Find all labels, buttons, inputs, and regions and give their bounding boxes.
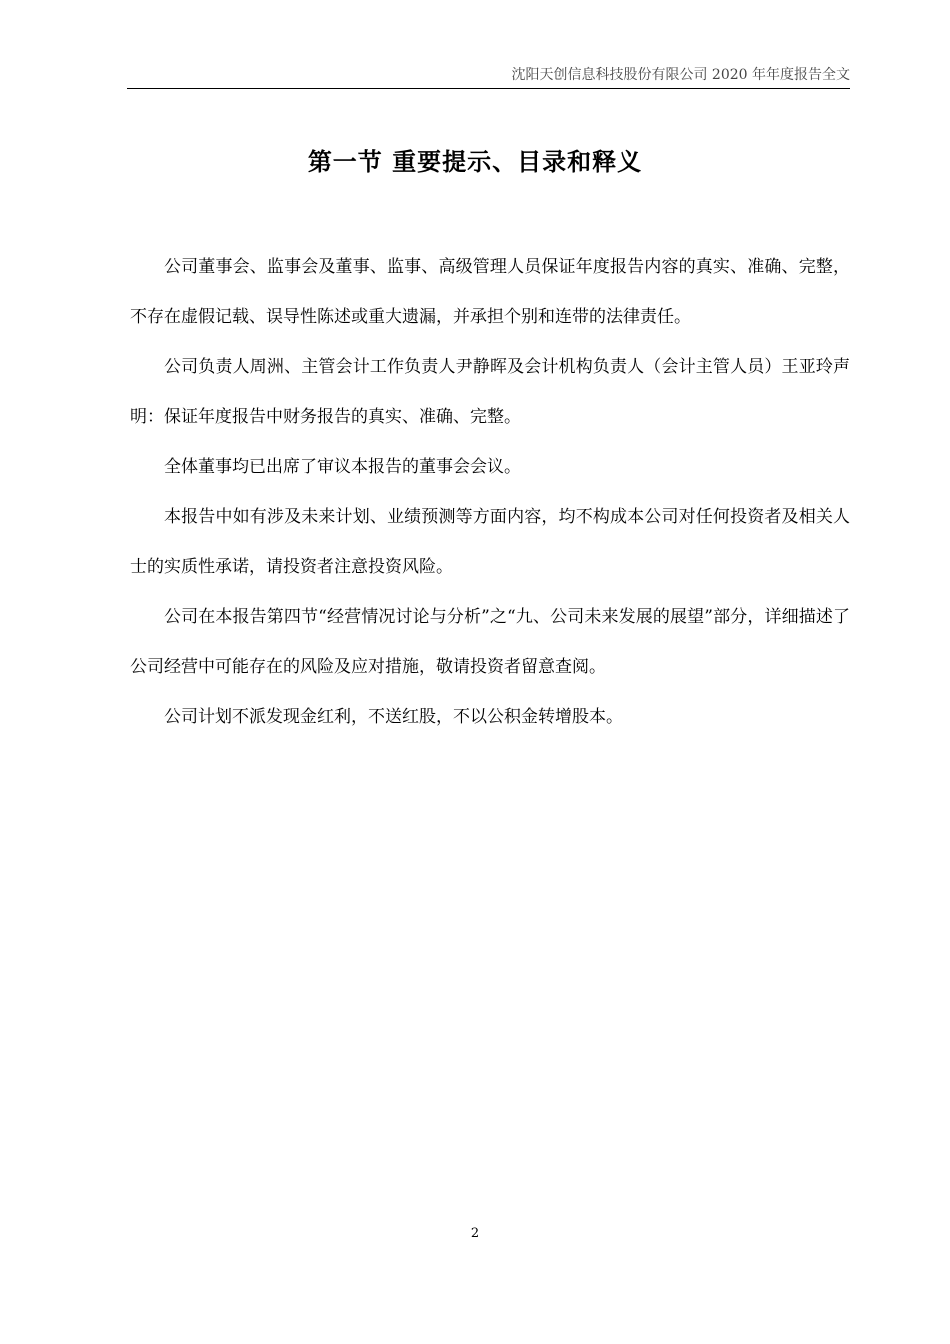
header-rule bbox=[127, 88, 850, 89]
paragraph-financial-statement-declaration: 公司负责人周洲、主管会计工作负责人尹静晖及会计机构负责人（会计主管人员）王亚玲声明：保证年度报告中财务报告的真实、准确、完整。 bbox=[130, 357, 850, 427]
paragraph-forward-looking-disclaimer: 本报告中如有涉及未来计划、业绩预测等方面内容，均不构成本公司对任何投资者及相关人士的实质性承诺，请投资者注意投资风险。 bbox=[130, 507, 850, 577]
page-number: 2 bbox=[470, 1226, 480, 1241]
paragraph-responsibility-statement: 公司董事会、监事会及董事、监事、高级管理人员保证年度报告内容的真实、准确、完整，不存在虚假记载、误导性陈述或重大遗漏，并承担个别和连带的法律责任。 bbox=[130, 257, 850, 327]
body-text bbox=[130, 242, 850, 742]
paragraph-board-attendance: 全体董事均已出席了审议本报告的董事会会议。 bbox=[164, 457, 521, 477]
running-header: 沈阳天创信息科技股份有限公司 2020 年年度报告全文 bbox=[511, 67, 850, 83]
section-title: 第一节 重要提示、目录和释义 bbox=[307, 148, 643, 176]
paragraph-risk-reference: 公司在本报告第四节“经营情况讨论与分析”之“九、公司未来发展的展望”部分，详细描述了公司经营中可能存在的风险及应对措施，敬请投资者留意查阅。 bbox=[130, 607, 850, 677]
paragraph-dividend-plan: 公司计划不派发现金红利，不送红股，不以公积金转增股本。 bbox=[164, 707, 623, 727]
